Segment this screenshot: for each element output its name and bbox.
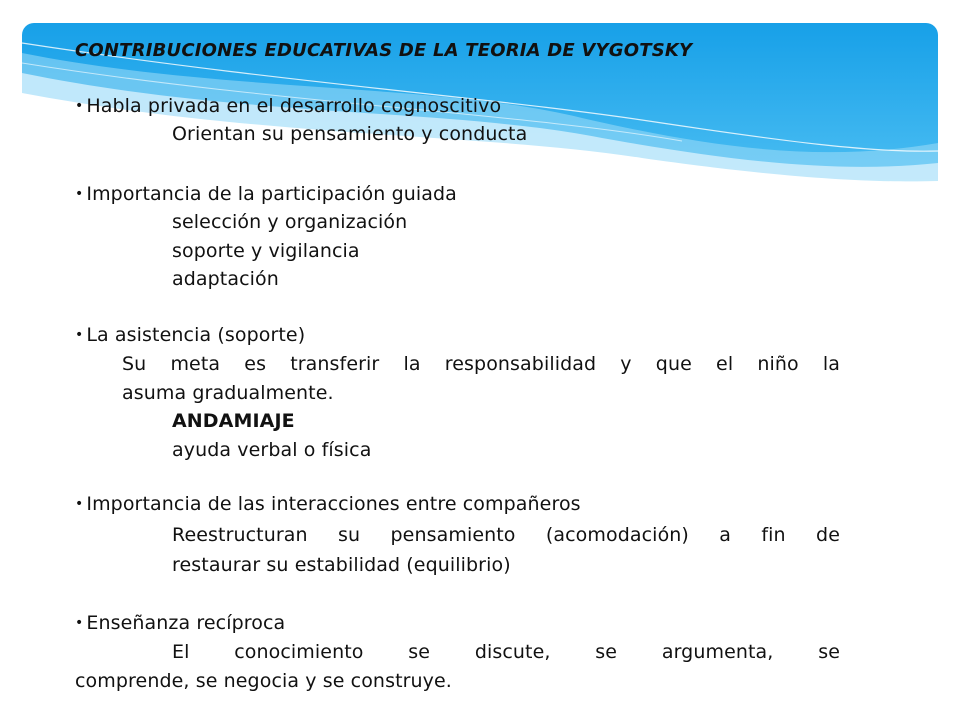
- subline-justified: Reestructuran su pensamiento (acomodación) a fin de: [172, 524, 840, 546]
- bullet-heading-interacciones: • Importancia de las interacciones entre compañeros: [75, 490, 581, 520]
- bullet-heading-participacion-guiada: • Importancia de la participación guiada: [75, 180, 457, 210]
- subline: selección y organización: [172, 211, 408, 233]
- andamiaje-label: ANDAMIAJE: [172, 410, 295, 432]
- subline-justified: Su meta es transferir la responsabilidad y que el niño la: [122, 353, 840, 375]
- subline: soporte y vigilancia: [172, 240, 360, 262]
- subline: Orientan su pensamiento y conducta: [172, 123, 528, 145]
- subline-justified: El conocimiento se discute, se argumenta, se: [172, 641, 840, 663]
- slide-title: CONTRIBUCIONES EDUCATIVAS DE LA TEORIA DE VYGOTSKY: [75, 40, 693, 61]
- subline: restaurar su estabilidad (equilibrio): [172, 554, 511, 576]
- bullet-heading-habla-privada: • Habla privada en el desarrollo cognoscitivo: [75, 92, 501, 122]
- subline: comprende, se negocia y se construye.: [75, 670, 452, 692]
- bullet-heading-ensenanza-reciproca: • Enseñanza recíproca: [75, 609, 285, 639]
- subline: adaptación: [172, 268, 279, 290]
- subline: asuma gradualmente.: [122, 382, 334, 404]
- bullet-heading-asistencia: • La asistencia (soporte): [75, 321, 305, 351]
- subline: ayuda verbal o física: [172, 439, 372, 461]
